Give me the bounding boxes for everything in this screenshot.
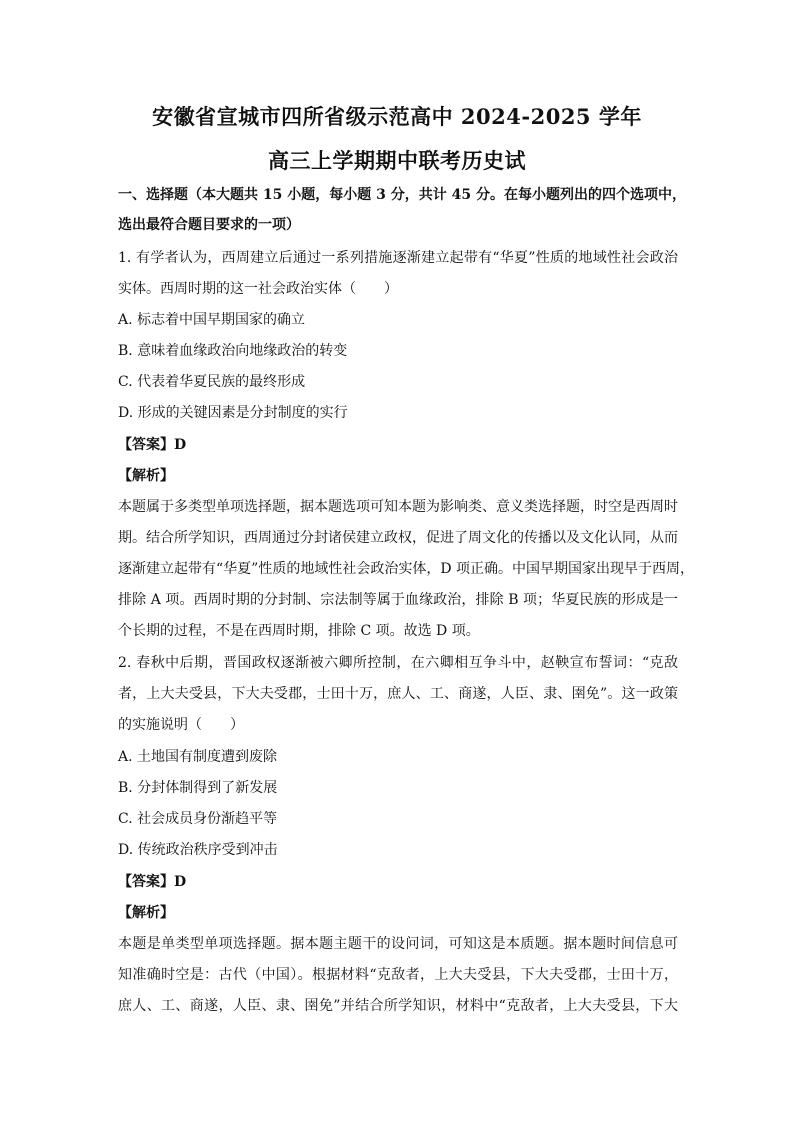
q1-analysis-label: 【解析】 bbox=[118, 468, 174, 484]
document-title-line-2: 高三上学期期中联考历史试 bbox=[268, 148, 526, 173]
section-instructions-line-1: 一、选择题（本大题共 15 小题，每小题 3 分，共计 45 分。在每小题列出的四个选项中， bbox=[118, 187, 686, 203]
q1-analysis-line-3: 逐渐建立起带有“华夏”性质的地域性社会政治实体，D 项正确。中国早期国家出现早于西周， bbox=[118, 561, 694, 577]
q1-analysis-line-5: 个长期的过程，不是在西周时期，排除 C 项。故选 D 项。 bbox=[118, 623, 480, 639]
section-instructions-line-2: 选出最符合题目要求的一项） bbox=[118, 217, 300, 233]
q2-answer: 【答案】D bbox=[118, 874, 187, 890]
q1-analysis-line-1: 本题属于多类型单项选择题，据本题选项可知本题为影响类、意义类选择题，时空是西周时 bbox=[118, 499, 678, 515]
q1-option-b: B. 意味着血缘政治向地缘政治的转变 bbox=[118, 343, 348, 359]
q2-option-d: D. 传统政治秩序受到冲击 bbox=[118, 842, 278, 858]
q2-analysis-line-1: 本题是单类型单项选择题。据本题主题干的设问词，可知这是本质题。据本题时间信息可 bbox=[118, 936, 678, 952]
q2-analysis-label: 【解析】 bbox=[118, 905, 174, 921]
q1-stem-line-1: 1. 有学者认为，西周建立后通过一系列措施逐渐建立起带有“华夏”性质的地域性社会政治 bbox=[118, 250, 678, 266]
q2-analysis-line-2: 知准确时空是：古代（中国）。根据材料“克敌者，上大夫受县，下大夫受郡，士田十万， bbox=[118, 967, 678, 983]
q1-analysis-line-4: 排除 A 项。西周时期的分封制、宗法制等属于血缘政治，排除 B 项；华夏民族的形成是一 bbox=[118, 592, 678, 608]
q1-option-a: A. 标志着中国早期国家的确立 bbox=[118, 312, 306, 328]
q2-stem-line-2: 者，上大夫受县，下大夫受郡，士田十万，庶人、工、商遂，人臣、隶、圉免”。这一政策 bbox=[118, 686, 678, 702]
q1-answer: 【答案】D bbox=[118, 437, 187, 453]
q2-stem-line-1: 2. 春秋中后期，晋国政权逐渐被六卿所控制，在六卿相互争斗中，赵鞅宣布誓词：“克敌 bbox=[118, 655, 678, 671]
document-title-line-1: 安徽省宣城市四所省级示范高中 2024-2025 学年 bbox=[152, 104, 642, 129]
q1-option-c: C. 代表着华夏民族的最终形成 bbox=[118, 374, 306, 390]
q2-option-b: B. 分封体制得到了新发展 bbox=[118, 780, 278, 796]
q2-analysis-line-3: 庶人、工、商遂，人臣、隶、圉免”并结合所学知识，材料中“克敌者，上大夫受县，下大 bbox=[118, 998, 678, 1014]
q1-stem-line-2: 实体。西周时期的这一社会政治实体（ ） bbox=[118, 281, 398, 297]
q2-option-c: C. 社会成员身份渐趋平等 bbox=[118, 811, 278, 827]
q1-option-d: D. 形成的关键因素是分封制度的实行 bbox=[118, 405, 348, 421]
q2-stem-line-3: 的实施说明（ ） bbox=[118, 717, 244, 733]
q1-analysis-line-2: 期。结合所学知识，西周通过分封诸侯建立政权，促进了周文化的传播以及文化认同，从而 bbox=[118, 530, 678, 546]
q2-option-a: A. 土地国有制度遭到废除 bbox=[118, 749, 278, 765]
